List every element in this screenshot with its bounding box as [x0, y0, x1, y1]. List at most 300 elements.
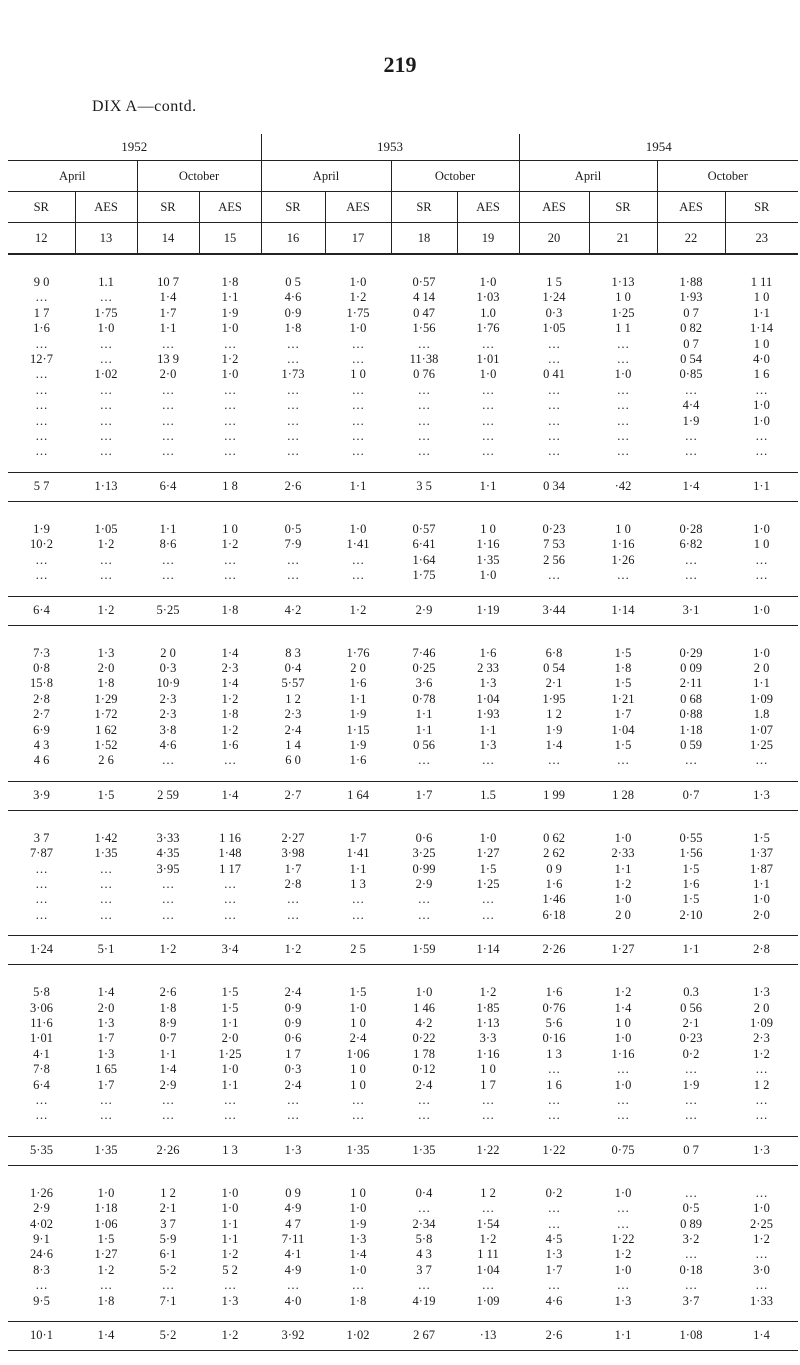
table-cell: 1·0 [221, 1185, 239, 1200]
table-cell: … [481, 336, 495, 351]
table-cell: 1·09 [750, 691, 773, 706]
table-cell: 4·35 [156, 846, 180, 861]
summary-cell: 1·1 [725, 472, 798, 501]
table-cell: 1 0 [350, 1077, 366, 1092]
table-cell: … [417, 1093, 431, 1108]
table-cell: 0·55 [679, 830, 703, 845]
table-cell: … [351, 398, 365, 413]
table-cell: … [547, 1201, 561, 1216]
table-cell: 1·88 [679, 275, 703, 289]
table-cell: 6·82 [679, 537, 703, 552]
table-cell: 1·1 [415, 722, 433, 737]
table-cell: 0·25 [412, 660, 436, 675]
summary-cell: 1 64 [325, 781, 391, 810]
group-spacer [8, 584, 798, 597]
table-cell: … [684, 1062, 698, 1077]
table-cell: 2·3 [284, 707, 302, 722]
table-cell: 1·8 [97, 1293, 115, 1308]
table-cell: 1·8 [159, 1000, 177, 1015]
table-cell: 1·75 [94, 305, 118, 320]
group-spacer [8, 254, 798, 275]
table-cell: … [547, 568, 561, 583]
table-cell: 1·13 [611, 275, 635, 289]
table-cell: 1·0 [614, 1185, 632, 1200]
summary-cell: 5·35 [8, 1136, 75, 1165]
table-cell: 0 56 [413, 737, 435, 752]
table-cell: 0 54 [680, 352, 702, 367]
table-cell: 1·2 [479, 1232, 497, 1247]
table-cell: … [99, 1093, 113, 1108]
summary-cell: 3·92 [261, 1322, 325, 1351]
table-row [8, 568, 798, 583]
row-group [8, 254, 798, 501]
column-number: 16 [261, 223, 325, 255]
table-cell: 0·88 [679, 707, 703, 722]
group-spacer [8, 1124, 798, 1137]
row-group [8, 501, 798, 625]
table-cell: … [286, 1093, 300, 1108]
table-cell: 1 62 [95, 722, 117, 737]
table-cell: 1·16 [611, 1046, 635, 1061]
table-cell: 1·54 [476, 1216, 500, 1231]
table-cell: 1·7 [97, 1031, 115, 1046]
table-cell: 1·3 [479, 737, 497, 752]
table-cell: 1·9 [682, 1077, 700, 1092]
table-cell: 2·4 [284, 985, 302, 1000]
summary-cell: 1 99 [519, 781, 589, 810]
table-cell: … [223, 413, 237, 428]
table-cell: 1·04 [611, 722, 635, 737]
table-cell: … [481, 398, 495, 413]
table-row [8, 877, 798, 892]
table-cell: 1·5 [614, 737, 632, 752]
table-cell: 1·0 [349, 1000, 367, 1015]
table-cell: 2·9 [159, 1077, 177, 1092]
table-cell: … [417, 753, 431, 768]
table-row [8, 738, 798, 753]
table-cell: 1 11 [477, 1247, 499, 1262]
table-cell: … [161, 413, 175, 428]
table-cell: 1·0 [349, 321, 367, 336]
table-cell: … [286, 444, 300, 459]
table-row [8, 862, 798, 877]
table-cell: 1·0 [479, 275, 497, 289]
table-cell: 1 0 [753, 336, 770, 351]
table-cell: 4 6 [33, 753, 50, 768]
table-cell: … [755, 1185, 768, 1200]
table-cell: 1 0 [615, 1016, 631, 1030]
table-cell: 7·11 [281, 1232, 305, 1247]
table-cell: … [223, 876, 237, 891]
column-number: 18 [391, 223, 457, 255]
table-cell: 1·2 [614, 1247, 632, 1262]
table-cell: 24·6 [30, 1247, 53, 1262]
table-cell: … [99, 1108, 113, 1123]
table-cell: 1·6 [221, 737, 239, 752]
table-cell: 2·3 [221, 660, 239, 675]
table-cell: 1·52 [94, 737, 118, 752]
summary-cell: 1·02 [325, 1322, 391, 1351]
table-cell: 1·18 [679, 722, 703, 737]
table-cell: … [616, 429, 630, 444]
summary-cell: 1·3 [725, 781, 798, 810]
table-cell: … [481, 753, 495, 768]
table-cell: … [684, 753, 698, 768]
table-cell: 1·2 [221, 352, 239, 367]
table-cell: … [161, 876, 175, 891]
table-cell: 1·16 [611, 537, 635, 552]
table-cell: … [616, 1216, 630, 1231]
table-cell: … [161, 444, 175, 459]
table-cell: 0 47 [413, 305, 435, 320]
month-header: April [261, 161, 391, 192]
month-header: April [519, 161, 657, 192]
table-cell: 1 0 [615, 521, 631, 536]
table-row [8, 553, 798, 568]
table-cell: … [161, 398, 175, 413]
table-cell: 1·1 [479, 722, 497, 737]
table-cell: 1·22 [611, 1232, 635, 1247]
table-cell: … [684, 568, 698, 583]
table-cell: 1 11 [750, 275, 773, 289]
table-cell: 0·6 [415, 830, 433, 845]
column-label: SR [589, 192, 657, 223]
table-cell: … [417, 907, 431, 922]
year-1953: 1953 [261, 134, 519, 161]
table-cell: 1 16 [219, 830, 241, 845]
table-cell: 0·76 [542, 1000, 566, 1015]
table-cell: 2·0 [221, 1031, 239, 1046]
table-cell: 1·0 [753, 645, 770, 660]
table-cell: 1 0 [350, 1185, 366, 1200]
table-cell: … [286, 429, 300, 444]
table-cell: 1·1 [614, 861, 632, 876]
table-cell: … [351, 413, 365, 428]
table-cell: 0·3 [159, 660, 177, 675]
table-cell: 2 56 [543, 552, 565, 567]
table-cell: 1·4 [614, 1000, 632, 1015]
table-cell: 1·5 [221, 1000, 239, 1015]
table-cell: 1·2 [753, 1046, 770, 1061]
table-cell: … [616, 336, 630, 351]
table-cell: 1 7 [33, 305, 50, 320]
data-table [8, 134, 798, 1351]
table-cell: … [286, 907, 300, 922]
summary-cell: 6·4 [137, 472, 199, 501]
table-cell: 1 0 [615, 290, 631, 305]
summary-row [8, 472, 798, 501]
table-cell: … [286, 1278, 300, 1293]
table-cell: … [99, 861, 113, 876]
table-row [8, 429, 798, 444]
table-cell: 3·25 [412, 846, 436, 861]
column-label: AES [519, 192, 589, 223]
table-cell: … [481, 413, 495, 428]
summary-cell: 3 5 [391, 472, 457, 501]
table-cell: … [99, 413, 113, 428]
table-cell: 4 14 [413, 290, 435, 305]
column-label: AES [325, 192, 391, 223]
table-cell: 0·2 [545, 1185, 563, 1200]
table-cell: 2·1 [159, 1201, 177, 1216]
summary-cell: 2·26 [519, 936, 589, 965]
table-cell: 2·27 [281, 830, 305, 845]
table-cell: 1·2 [221, 1247, 239, 1262]
table-cell: 1 1 [615, 321, 631, 336]
table-cell: … [547, 1108, 561, 1123]
table-cell: 4·0 [284, 1293, 302, 1308]
table-cell: … [35, 1108, 48, 1123]
table-cell: … [286, 552, 300, 567]
table-cell: 0·23 [679, 1031, 703, 1046]
table-cell: … [99, 290, 113, 305]
table-cell: 1·72 [94, 707, 118, 722]
table-row [8, 321, 798, 336]
table-cell: 1·3 [97, 1046, 115, 1061]
table-cell: 1·35 [94, 846, 118, 861]
table-cell: 1·1 [159, 1046, 177, 1061]
table-cell: 1·1 [415, 707, 433, 722]
table-row [8, 1031, 798, 1046]
summary-cell: 1·3 [725, 1136, 798, 1165]
table-cell: 4·4 [682, 398, 700, 413]
column-label: SR [8, 192, 75, 223]
table-cell: 1·4 [349, 1247, 367, 1262]
table-cell: … [684, 1278, 698, 1293]
summary-cell: 3·1 [657, 596, 725, 625]
table-row [8, 337, 798, 352]
table-cell: 1·5 [614, 676, 632, 691]
summary-cell: 2·26 [137, 1136, 199, 1165]
table-cell: 0.3 [683, 985, 699, 1000]
table-cell: … [161, 907, 175, 922]
table-cell: … [616, 568, 630, 583]
table-cell: … [351, 429, 365, 444]
table-cell: 1·8 [284, 321, 302, 336]
table-cell: 1·4 [97, 985, 115, 1000]
table-cell: 1·41 [346, 846, 370, 861]
table-cell: … [286, 413, 300, 428]
summary-cell: ·42 [589, 472, 657, 501]
table-cell: 10·9 [156, 676, 180, 691]
table-row [8, 692, 798, 707]
table-cell: 1·93 [679, 290, 703, 305]
table-row [8, 985, 798, 1000]
column-number: 15 [199, 223, 261, 255]
table-cell: 1·56 [679, 846, 703, 861]
table-cell: … [351, 568, 365, 583]
table-cell: 1·0 [479, 367, 497, 382]
table-cell: 1 2 [546, 707, 562, 722]
table-cell: … [351, 552, 365, 567]
table-row [8, 290, 798, 305]
table-cell: 0·9 [284, 1016, 302, 1030]
table-cell: 0 62 [543, 830, 565, 845]
table-cell: … [286, 398, 300, 413]
table-cell: 1·3 [97, 645, 115, 660]
table-cell: 0·9 [284, 1000, 302, 1015]
table-row [8, 1078, 798, 1093]
table-row [8, 522, 798, 537]
table-cell: 3·98 [281, 846, 305, 861]
table-cell: 0 56 [680, 1000, 702, 1015]
table-cell: 1·1 [221, 1232, 239, 1247]
table-cell: 1·2 [221, 722, 239, 737]
table-cell: … [547, 336, 561, 351]
table-cell: 0 82 [680, 321, 702, 336]
summary-cell: 1·19 [457, 596, 519, 625]
column-number: 23 [725, 223, 798, 255]
column-number: 20 [519, 223, 589, 255]
table-row [8, 846, 798, 861]
table-cell: 5 2 [222, 1262, 238, 1277]
summary-cell: 1·1 [589, 1322, 657, 1351]
summary-row [8, 781, 798, 810]
table-cell: … [161, 336, 175, 351]
table-cell: … [417, 413, 431, 428]
table-row [8, 831, 798, 846]
table-cell: 1·07 [750, 722, 773, 737]
table-cell: 7 53 [543, 537, 565, 552]
table-cell: … [547, 444, 561, 459]
table-cell: … [161, 753, 175, 768]
table-cell: 9·1 [33, 1232, 50, 1247]
table-cell: … [35, 398, 48, 413]
table-cell: 1·1 [221, 1077, 239, 1092]
row-group [8, 810, 798, 964]
table-cell: … [547, 352, 561, 367]
summary-row [8, 596, 798, 625]
table-cell: 1·48 [218, 846, 242, 861]
table-cell: 1·3 [479, 676, 497, 691]
summary-cell: 0·75 [589, 1136, 657, 1165]
table-cell: 1·8 [349, 1293, 367, 1308]
table-cell: … [481, 892, 495, 907]
summary-cell: 1·7 [391, 781, 457, 810]
table-cell: 1·6 [545, 985, 563, 1000]
table-cell: … [99, 336, 113, 351]
column-label: SR [391, 192, 457, 223]
table-cell: … [99, 892, 113, 907]
table-cell: 1·35 [476, 552, 500, 567]
table-cell: 1·6 [682, 876, 700, 891]
table-cell: … [755, 429, 768, 444]
table-cell: 1·27 [94, 1247, 118, 1262]
table-cell: 1·0 [221, 1201, 239, 1216]
table-cell: 1·6 [545, 876, 563, 891]
table-cell: 1·1 [221, 1216, 239, 1231]
column-label: SR [725, 192, 798, 223]
table-cell: 3·8 [159, 722, 177, 737]
table-cell: 5·57 [281, 676, 305, 691]
table-cell: … [99, 352, 113, 367]
table-cell: … [223, 907, 237, 922]
table-cell: 1·3 [221, 1293, 239, 1308]
table-cell: 1·76 [476, 321, 500, 336]
table-cell: 1·0 [753, 892, 770, 907]
table-cell: 15·8 [30, 676, 53, 691]
table-cell: 2·3 [159, 691, 177, 706]
table-cell: 1·25 [476, 876, 500, 891]
summary-cell: 5 7 [8, 472, 75, 501]
table-cell: 7·8 [33, 1062, 50, 1077]
group-spacer [8, 625, 798, 646]
summary-cell: 2·8 [725, 936, 798, 965]
year-header-row [8, 134, 798, 161]
table-cell: 1·75 [412, 568, 436, 583]
table-row [8, 1278, 798, 1293]
month-header: April [8, 161, 137, 192]
table-cell: 1 78 [413, 1046, 435, 1061]
table-cell: … [161, 1108, 175, 1123]
column-number: 22 [657, 223, 725, 255]
table-cell: 1·7 [349, 830, 367, 845]
table-cell: 1·26 [30, 1185, 53, 1200]
summary-cell: 0 34 [519, 472, 589, 501]
table-cell: 1·05 [94, 521, 118, 536]
table-cell: 4·6 [545, 1293, 563, 1308]
table-cell: 1·73 [281, 367, 305, 382]
table-cell: 1·2 [614, 876, 632, 891]
table-cell: 2 0 [753, 660, 770, 675]
table-cell: 2·0 [753, 907, 770, 922]
table-cell: 1·75 [346, 305, 370, 320]
table-cell: … [161, 382, 175, 397]
table-cell: … [417, 382, 431, 397]
table-cell: 2·1 [545, 676, 563, 691]
table-cell: 1 0 [753, 537, 770, 552]
table-cell: 1·3 [753, 985, 770, 1000]
summary-cell: 1·1 [457, 472, 519, 501]
table-cell: … [35, 382, 48, 397]
table-cell: 1·85 [476, 1000, 500, 1015]
table-cell: 7·87 [30, 846, 53, 861]
summary-cell: 1·0 [725, 596, 798, 625]
table-cell: … [616, 413, 630, 428]
table-cell: 1.8 [753, 707, 770, 722]
table-cell: … [223, 382, 237, 397]
table-cell: 1·01 [30, 1031, 53, 1046]
column-label: AES [657, 192, 725, 223]
group-spacer [8, 965, 798, 986]
table-cell: 1·4 [221, 676, 239, 691]
table-cell: … [286, 1108, 300, 1123]
table-cell: 9·5 [33, 1293, 50, 1308]
table-cell: 0·6 [284, 1031, 302, 1046]
table-cell: 1·01 [476, 352, 500, 367]
table-cell: 4·5 [545, 1232, 563, 1247]
table-cell: 0·4 [415, 1185, 433, 1200]
table-row [8, 444, 798, 459]
table-cell: 1·6 [349, 753, 367, 768]
table-cell: 1·8 [614, 660, 632, 675]
table-cell: 1·6 [349, 676, 367, 691]
table-cell: 1·5 [753, 830, 770, 845]
summary-cell: 0 7 [657, 1136, 725, 1165]
table-cell: … [616, 398, 630, 413]
table-cell: 1·04 [476, 1262, 500, 1277]
summary-cell: 2·7 [261, 781, 325, 810]
column-number: 19 [457, 223, 519, 255]
table-cell: 0 7 [683, 336, 699, 351]
summary-cell: 5·1 [75, 936, 137, 965]
table-cell: 11·38 [409, 352, 439, 367]
summary-cell: 1·2 [75, 596, 137, 625]
table-cell: 6·1 [159, 1247, 177, 1262]
summary-cell: 1·14 [457, 936, 519, 965]
table-cell: … [223, 336, 237, 351]
subcolumn-header-row [8, 192, 798, 223]
